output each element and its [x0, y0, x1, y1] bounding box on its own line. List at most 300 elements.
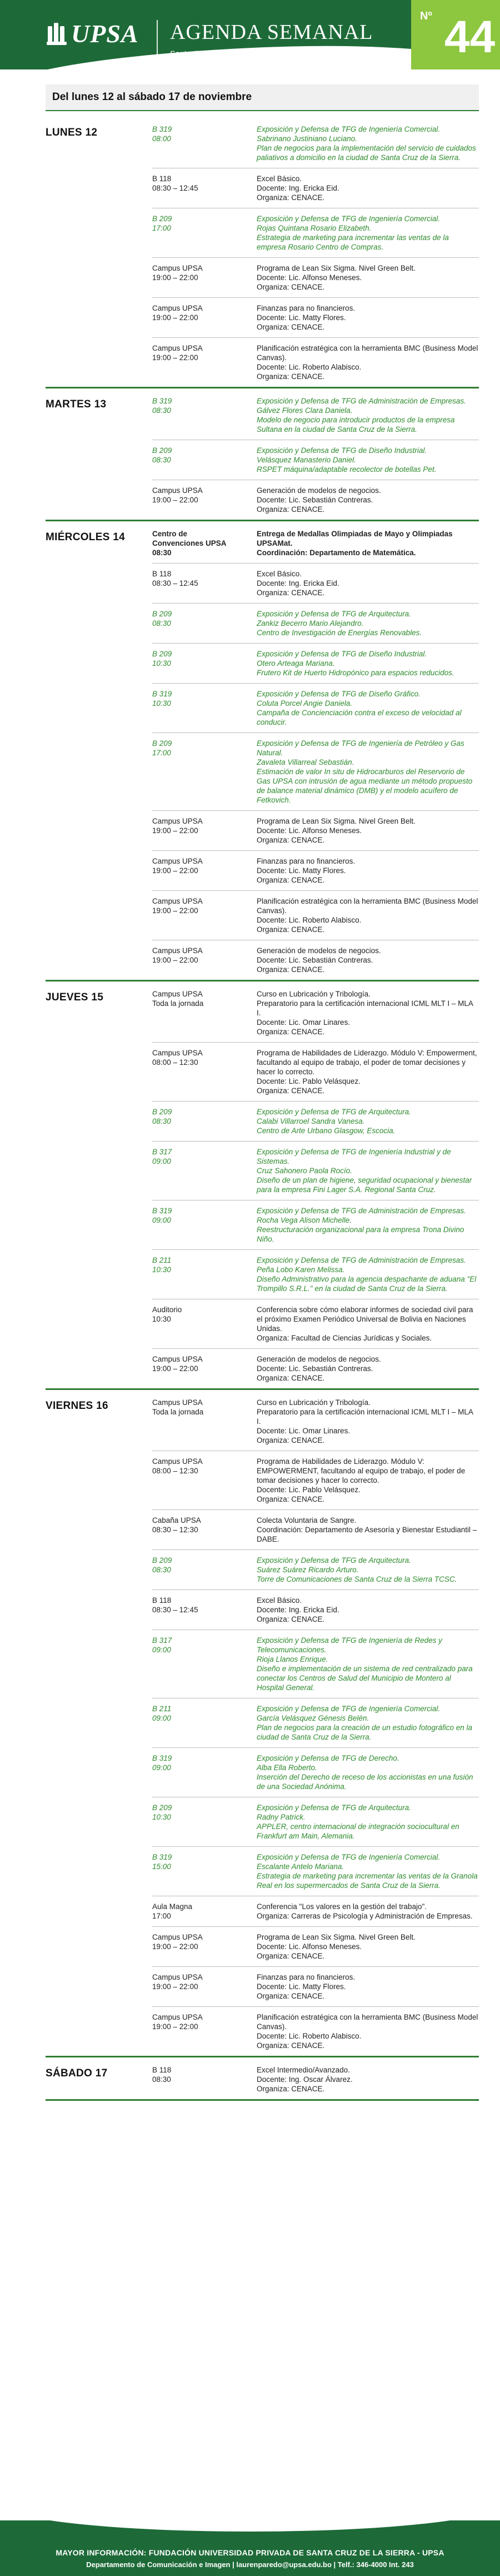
event-row: [152, 940, 479, 980]
event-description: [257, 1932, 479, 1961]
event-description-line: Plan de negocios para la creación de un estudio fotográfico en la ciudad de Santa Cruz de la Sierra.: [257, 1723, 473, 1741]
event-description: [257, 529, 479, 557]
event-place-line: Campus UPSA: [152, 2013, 203, 2021]
event-place-line: Campus UPSA: [152, 1457, 203, 1466]
event-description-line: Diseño Administrativo para la agencia despachante de aduana "El Trompillo S.R.L." en la ciudad de Santa Cruz de la Sierra.: [257, 1275, 477, 1293]
event-description-line: Excel Básico.: [257, 175, 302, 183]
event-place-line: 19:00 – 22:00: [152, 496, 198, 504]
event-description: [257, 1902, 479, 1921]
event-description: [257, 649, 479, 677]
event-description-line: Frutero Kit de Huerto Hidropónico para espacios reducidos.: [257, 669, 454, 677]
event-place-time: [152, 689, 257, 727]
event-row: [152, 391, 479, 440]
event-description-line: Exposición y Defensa de TFG de Diseño Industrial.: [257, 446, 427, 455]
event-place-line: 08:30 – 12:30: [152, 1526, 198, 1534]
event-description-line: Docente: Lic. Pablo Velásquez.: [257, 1486, 361, 1494]
event-place-line: B 209: [152, 739, 172, 748]
event-place-time: [152, 1398, 257, 1445]
event-place-time: [152, 343, 257, 381]
event-description-line: Organiza: CENACE.: [257, 323, 325, 331]
event-place-line: 08:30: [152, 1566, 171, 1574]
event-place-line: Campus UPSA: [152, 304, 203, 312]
event-description: [257, 1398, 479, 1445]
event-description-line: Exposición y Defensa de TFG de Arquitectura.: [257, 1108, 411, 1116]
event-place-line: 19:00 – 22:00: [152, 1982, 198, 1991]
event-place-line: B 317: [152, 1636, 172, 1645]
event-place-line: 19:00 – 22:00: [152, 906, 198, 915]
event-description-line: Entrega de Medallas Olimpiadas de Mayo y Olimpiadas UPSAMat.: [257, 530, 453, 547]
event-description-line: Preparatorio para la certificación internacional ICML MLT I – MLA I.: [257, 999, 473, 1017]
event-row: [152, 1967, 479, 2007]
event-place-time: [152, 1147, 257, 1194]
event-place-time: [152, 1596, 257, 1624]
event-row: [152, 440, 479, 480]
day-name: VIERNES 16: [46, 1400, 108, 1412]
footer-wave: [0, 2504, 500, 2532]
event-description: [257, 263, 479, 292]
event-description-line: Curso en Lubricación y Tribología.: [257, 990, 371, 998]
event-place-line: 10:30: [152, 659, 171, 667]
event-place-line: 08:30: [152, 456, 171, 464]
event-description-line: Docente: Lic. Pablo Velásquez.: [257, 1077, 361, 1085]
day-section: [46, 984, 479, 1390]
event-place-line: 08:30 – 12:45: [152, 184, 198, 192]
event-description-line: Organiza: CENACE.: [257, 283, 325, 291]
event-row: [152, 984, 479, 1043]
event-place-line: B 209: [152, 215, 172, 223]
event-description-line: Exposición y Defensa de TFG de Derecho.: [257, 1754, 399, 1762]
event-description-line: Programa de Lean Six Sigma. Nivel Green Belt.: [257, 1933, 416, 1941]
event-description: [257, 446, 479, 474]
event-place-time: [152, 214, 257, 252]
event-place-line: 17:00: [152, 749, 171, 757]
event-row: [152, 604, 479, 644]
event-place-time: [152, 856, 257, 885]
event-description-line: Exposición y Defensa de TFG de Ingeniería Comercial.: [257, 1853, 441, 1861]
day-name: SÁBADO 17: [46, 2067, 108, 2079]
event-description-line: Exposición y Defensa de TFG de Arquitectura.: [257, 610, 411, 618]
event-place-line: B 118: [152, 570, 172, 578]
event-row: [152, 1630, 479, 1698]
page-subtitle: Santa Cruz de la Sierra, NOVIEMBRE 2018: [170, 49, 328, 58]
day-section: [46, 391, 479, 521]
event-description-line: Conferencia "Los valores en la gestión del trabajo".: [257, 1902, 427, 1911]
event-place-time: [152, 1704, 257, 1742]
event-place-time: [152, 1457, 257, 1504]
event-row: [152, 1748, 479, 1797]
event-row: [152, 1250, 479, 1299]
event-description-line: Docente: Ing. Ericka Eid.: [257, 1606, 339, 1614]
event-place-line: 09:00: [152, 1763, 171, 1772]
event-description: [257, 856, 479, 885]
event-description: [257, 569, 479, 597]
event-place-line: 19:00 – 22:00: [152, 2022, 198, 2031]
event-description-line: Calabi Villarroel Sandra Vanesa.: [257, 1117, 365, 1125]
event-description-line: Velásquez Manasterio Daniel.: [257, 456, 356, 464]
event-description: [257, 689, 479, 727]
event-description-line: Excel Básico.: [257, 570, 302, 578]
event-row: [152, 1043, 479, 1102]
event-place-time: [152, 446, 257, 474]
event-row: [152, 208, 479, 258]
event-description-line: Organiza: Carreras de Psicología y Administración de Empresas.: [257, 1912, 473, 1920]
event-description: [257, 1354, 479, 1383]
event-row: [152, 1510, 479, 1550]
event-place-line: Campus UPSA: [152, 990, 203, 998]
event-row: [152, 851, 479, 891]
event-description-line: Rocha Vega Alison Michelle.: [257, 1216, 352, 1224]
event-place-time: [152, 1932, 257, 1961]
event-description-line: Docente: Ing. Ericka Eid.: [257, 184, 339, 192]
event-description-line: Diseño e implementación de un sistema de red centralizado para conectar los Centros de Salud del Municipio de Montero al Hospital General.: [257, 1665, 473, 1692]
issue-label: Nº: [420, 10, 432, 22]
event-description: [257, 1107, 479, 1135]
event-description-line: Exposición y Defensa de TFG de Arquitectura.: [257, 1803, 411, 1812]
event-place-line: 08:30 – 12:45: [152, 1606, 198, 1614]
event-description-line: Rojas Quintana Rosario Elizabeth.: [257, 224, 372, 232]
event-description-line: Exposición y Defensa de TFG de Administración de Empresas.: [257, 1256, 466, 1264]
event-place-line: Campus UPSA: [152, 946, 203, 955]
event-description-line: Organiza: CENACE.: [257, 965, 325, 974]
upsa-emblem-icon: [47, 21, 69, 46]
page-footer: [0, 2520, 500, 2576]
event-row: [152, 2007, 479, 2056]
upsa-logo: [47, 18, 139, 49]
event-description: [257, 1803, 479, 1841]
event-row: [152, 1847, 479, 1896]
event-description: [257, 1753, 479, 1791]
event-description-line: Escalante Antelo Mariana.: [257, 1862, 344, 1871]
event-description-line: Docente: Lic. Sebastián Contreras.: [257, 956, 373, 964]
page-title: AGENDA SEMANAL: [170, 21, 373, 44]
event-description-line: Docente: Lic. Sebastián Contreras.: [257, 1364, 373, 1373]
event-place-time: [152, 1107, 257, 1135]
event-description-line: Exposición y Defensa de TFG de Ingeniería Comercial.: [257, 1705, 441, 1713]
event-description-line: Organiza: CENACE.: [257, 1495, 325, 1503]
event-description: [257, 174, 479, 202]
event-description-line: Exposición y Defensa de TFG de Ingeniería Industrial y de Sistemas.: [257, 1148, 451, 1165]
event-description-line: Alba Ella Roberto.: [257, 1763, 317, 1772]
event-description: [257, 1596, 479, 1624]
event-place-time: [152, 1206, 257, 1244]
event-place-line: Toda la jornada: [152, 999, 204, 1008]
event-place-time: [152, 396, 257, 434]
event-description-line: Docente: Lic. Matty Flores.: [257, 866, 346, 875]
event-place-time: [152, 1048, 257, 1095]
event-row: [152, 644, 479, 684]
event-description-line: Docente: Lic. Matty Flores.: [257, 1982, 346, 1991]
event-description-line: Docente: Lic. Omar Linares.: [257, 1018, 351, 1027]
event-place-time: [152, 2065, 257, 2094]
event-row: [152, 1698, 479, 1748]
event-row: [152, 684, 479, 733]
event-place-time: [152, 263, 257, 292]
event-description-line: García Velásquez Génesis Belén.: [257, 1714, 369, 1722]
event-row: [152, 1797, 479, 1847]
event-place-line: 10:30: [152, 699, 171, 707]
event-description-line: Coordinación: Departamento de Matemática.: [257, 549, 416, 557]
event-description: [257, 1972, 479, 2001]
footer-info: MAYOR INFORMACIÓN: FUNDACIÓN UNIVERSIDAD PRIVADA DE SANTA CRUZ DE LA SIERRA - UPSA: [56, 2548, 444, 2557]
event-place-line: 08:00 – 12:30: [152, 1058, 198, 1067]
event-description-line: Organiza: CENACE.: [257, 1374, 325, 1382]
event-description-line: Docente: Lic. Roberto Alabisco.: [257, 363, 362, 371]
event-description-line: Organiza: CENACE.: [257, 2041, 325, 2050]
event-description-line: Peña Lobo Karen Melissa.: [257, 1265, 345, 1274]
event-place-line: 19:00 – 22:00: [152, 826, 198, 835]
event-place-time: [152, 609, 257, 637]
event-place-line: Aula Magna: [152, 1902, 193, 1911]
event-place-time: [152, 816, 257, 845]
event-description-line: Organiza: CENACE.: [257, 2085, 325, 2093]
event-description-line: Finanzas para no financieros.: [257, 857, 356, 865]
event-description-line: Organiza: CENACE.: [257, 1952, 325, 1960]
event-place-time: [152, 1354, 257, 1383]
event-place-line: B 317: [152, 1148, 172, 1156]
event-place-line: 17:00: [152, 1912, 171, 1920]
day-section: [46, 119, 479, 388]
event-place-line: 08:30: [152, 1117, 171, 1125]
event-place-line: 19:00 – 22:00: [152, 866, 198, 875]
event-row: [152, 119, 479, 168]
event-place-line: 08:30 – 12:45: [152, 579, 198, 587]
event-description: [257, 214, 479, 252]
page-header: [0, 0, 500, 69]
event-description: [257, 1636, 479, 1692]
event-description-line: Docente: Lic. Alfonso Meneses.: [257, 273, 362, 282]
event-description-line: Organiza: CENACE.: [257, 1436, 325, 1444]
event-place-line: B 209: [152, 610, 172, 618]
date-range: Del lunes 12 al sábado 17 de noviembre: [52, 91, 252, 103]
event-place-time: [152, 486, 257, 514]
event-description: [257, 1516, 479, 1544]
event-description-line: Docente: Lic. Matty Flores.: [257, 313, 346, 322]
event-description: [257, 946, 479, 974]
event-description-line: Suárez Suárez Ricardo Arturo.: [257, 1566, 359, 1574]
event-description-line: Estimación de valor In situ de Hidrocarburos del Reservorio de Gas UPSA con intrusión de agua mediante un método propuesto de balance material dinámico (DMB) y el modelo acuífero de Fetkovich.: [257, 768, 473, 804]
event-description-line: Exposición y Defensa de TFG de Diseño Industrial.: [257, 650, 427, 658]
event-place-time: [152, 739, 257, 805]
event-description: [257, 896, 479, 934]
event-row: [152, 338, 479, 387]
event-row: [152, 298, 479, 338]
event-description-line: Radny Patrick.: [257, 1813, 306, 1821]
event-description-line: Diseño de un plan de higiene, seguridad ocupacional y bienestar para la empresa Fini Lager S.A. Regional Santa Cruz.: [257, 1176, 472, 1194]
event-description: [257, 396, 479, 434]
event-place-line: 08:30: [152, 619, 171, 627]
event-place-line: 19:00 – 22:00: [152, 1364, 198, 1373]
event-description-line: Campaña de Concienciación contra el exceso de velocidad al conducir.: [257, 709, 462, 726]
event-description-line: Planificación estratégica con la herramienta BMC (Business Model Canvas).: [257, 2013, 478, 2031]
day-section: [46, 524, 479, 981]
event-place-line: B 319: [152, 397, 172, 405]
event-description: [257, 303, 479, 332]
event-description-line: RSPET máquina/adaptable recolector de botellas Pet.: [257, 465, 437, 474]
event-description-line: Organiza: CENACE.: [257, 1615, 325, 1623]
event-place-line: 09:00: [152, 1646, 171, 1654]
event-description-line: Docente: Lic. Roberto Alabisco.: [257, 916, 362, 924]
event-place-line: B 319: [152, 1853, 172, 1861]
event-description-line: Programa de Lean Six Sigma. Nivel Green Belt.: [257, 817, 416, 825]
event-place-line: Campus UPSA: [152, 486, 203, 495]
event-place-line: 10:30: [152, 1813, 171, 1821]
day-section: [46, 2060, 479, 2101]
event-place-line: B 118: [152, 2066, 172, 2074]
event-description-line: Planificación estratégica con la herramienta BMC (Business Model Canvas).: [257, 897, 478, 915]
event-place-line: B 209: [152, 446, 172, 455]
event-row: [152, 1550, 479, 1590]
event-description: [257, 609, 479, 637]
event-row: [152, 258, 479, 298]
event-place-line: B 118: [152, 175, 172, 183]
issue-badge: [411, 0, 500, 69]
event-row: [152, 2060, 479, 2099]
event-description-line: Estrategia de marketing para incrementar las ventas de la Granola Real en los supermercados de Santa Cruz de la Sierra.: [257, 1872, 478, 1890]
header-divider: [157, 20, 158, 58]
event-description-line: Generación de modelos de negocios.: [257, 486, 381, 495]
event-description: [257, 486, 479, 514]
event-description-line: Organiza: CENACE.: [257, 1992, 325, 2000]
event-description: [257, 816, 479, 845]
event-place-line: 09:00: [152, 1157, 171, 1165]
event-row: [152, 564, 479, 604]
event-description: [257, 124, 479, 162]
event-place-line: B 118: [152, 1596, 172, 1605]
event-description-line: Exposición y Defensa de TFG de Diseño Gráfico.: [257, 690, 421, 698]
event-description-line: APPLER, centro internacional de integración sociocultural en Frankfurt am Main, Alemania.: [257, 1822, 459, 1840]
event-description-line: Programa de Habilidades de Liderazgo. Módulo V: Empowerment, facultando al equipo de trabajo, el poder de tomar decisiones y hacer lo correcto.: [257, 1049, 477, 1076]
day-section: [46, 1392, 479, 2057]
event-place-line: Auditorio: [152, 1306, 182, 1314]
event-description-line: Exposición y Defensa de TFG de Ingeniería de Petróleo y Gas Natural.: [257, 739, 464, 757]
day-name: MARTES 13: [46, 398, 107, 410]
event-place-time: [152, 946, 257, 974]
event-place-time: [152, 569, 257, 597]
event-description-line: Docente: Ing. Ericka Eid.: [257, 579, 339, 587]
event-place-time: [152, 1972, 257, 2001]
event-place-line: 09:00: [152, 1714, 171, 1722]
event-place-line: 19:00 – 22:00: [152, 353, 198, 362]
event-description-line: Cruz Sahonero Paola Rocío.: [257, 1167, 352, 1175]
event-place-time: [152, 989, 257, 1037]
event-place-line: B 211: [152, 1705, 172, 1713]
event-place-line: 15:00: [152, 1862, 171, 1871]
event-row: [152, 1451, 479, 1510]
event-place-line: B 319: [152, 1754, 172, 1762]
date-range-bar: [46, 84, 479, 111]
event-place-line: Campus UPSA: [152, 1355, 203, 1363]
event-description-line: Docente: Ing. Oscar Álvarez.: [257, 2075, 353, 2084]
event-place-time: [152, 896, 257, 934]
event-place-time: [152, 1255, 257, 1293]
event-description-line: Docente: Lic. Roberto Alabisco.: [257, 2032, 362, 2040]
event-description-line: Modelo de negocio para introducir productos de la empresa Sultana en la ciudad de Santa Cruz de la Sierra.: [257, 416, 455, 434]
event-description-line: Zavaleta Villarreal Sebastián.: [257, 758, 354, 766]
event-description: [257, 1556, 479, 1584]
event-description-line: Organiza: CENACE.: [257, 589, 325, 597]
event-place-line: B 209: [152, 1108, 172, 1116]
event-description-line: Curso en Lubricación y Tribología.: [257, 1398, 371, 1407]
event-row: [152, 1896, 479, 1927]
event-description-line: Organiza: CENACE.: [257, 836, 325, 844]
event-row: [152, 1142, 479, 1200]
event-row: [152, 1102, 479, 1142]
event-place-line: B 209: [152, 650, 172, 658]
event-place-line: Campus UPSA: [152, 344, 203, 352]
event-place-time: [152, 1636, 257, 1692]
event-place-time: [152, 124, 257, 162]
event-place-line: 19:00 – 22:00: [152, 1942, 198, 1951]
event-description-line: Organiza: CENACE.: [257, 372, 325, 381]
day-name: MIÉRCOLES 14: [46, 531, 125, 543]
event-row: [152, 1590, 479, 1630]
event-place-line: B 319: [152, 690, 172, 698]
event-place-time: [152, 1516, 257, 1544]
event-description-line: Docente: Lic. Sebastián Contreras.: [257, 496, 373, 504]
event-description-line: Exposición y Defensa de TFG de Ingeniería Comercial.: [257, 125, 441, 133]
event-description-line: Docente: Lic. Alfonso Meneses.: [257, 1942, 362, 1951]
event-description: [257, 2012, 479, 2050]
event-description-line: Programa de Lean Six Sigma. Nivel Green Belt.: [257, 264, 416, 272]
event-description-line: Organiza: CENACE.: [257, 1028, 325, 1036]
event-description-line: Coluta Porcel Angie Daniela.: [257, 699, 353, 707]
event-row: [152, 1349, 479, 1388]
event-place-line: 10:30: [152, 1315, 171, 1323]
event-place-line: 08:30: [152, 2075, 171, 2084]
day-name: LUNES 12: [46, 127, 98, 138]
event-place-line: B 209: [152, 1803, 172, 1812]
event-description: [257, 1255, 479, 1293]
event-description-line: Excel Básico.: [257, 1596, 302, 1605]
event-place-line: B 211: [152, 1256, 172, 1264]
event-description: [257, 2065, 479, 2094]
footer-contact: Departamento de Comunicación e Imagen | laurenparedo@upsa.edu.bo | Telf.: 346-4000 Int. 243: [86, 2560, 414, 2569]
event-place-line: Campus UPSA: [152, 264, 203, 272]
event-place-time: [152, 1803, 257, 1841]
event-place-time: [152, 649, 257, 677]
event-place-line: 09:00: [152, 1216, 171, 1224]
event-description-line: Organiza: CENACE.: [257, 505, 325, 514]
event-description-line: Sabrinano Justiniano Luciano.: [257, 134, 357, 143]
event-description: [257, 1048, 479, 1095]
event-row: [152, 1927, 479, 1967]
event-place-time: [152, 1902, 257, 1921]
event-place-time: [152, 1753, 257, 1791]
event-place-line: B 319: [152, 1207, 172, 1215]
event-description-line: Organiza: CENACE.: [257, 925, 325, 934]
event-description: [257, 1704, 479, 1742]
event-row: [152, 1299, 479, 1349]
event-place-line: Campus UPSA: [152, 817, 203, 825]
event-place-line: 10:30: [152, 1265, 171, 1274]
event-row: [152, 891, 479, 940]
agenda-list: [46, 119, 479, 2103]
event-description-line: Generación de modelos de negocios.: [257, 1355, 381, 1363]
event-description-line: Torre de Comunicaciones de Santa Cruz de la Sierra TCSC.: [257, 1575, 457, 1583]
event-description: [257, 989, 479, 1037]
event-place-line: 08:00 – 12:30: [152, 1467, 198, 1475]
event-description-line: Docente: Lic. Omar Linares.: [257, 1427, 351, 1435]
event-description: [257, 1457, 479, 1504]
day-name: JUEVES 15: [46, 991, 104, 1003]
event-place-time: [152, 174, 257, 202]
event-place-line: Cabaña UPSA: [152, 1516, 201, 1524]
event-place-line: 08:30: [152, 406, 171, 415]
event-row: [152, 480, 479, 520]
event-place-line: Campus UPSA: [152, 1973, 203, 1981]
event-description-line: Coordinación: Departamento de Asesoría y Bienestar Estudiantil – DABE.: [257, 1526, 477, 1543]
event-place-line: Campus UPSA: [152, 1049, 203, 1057]
